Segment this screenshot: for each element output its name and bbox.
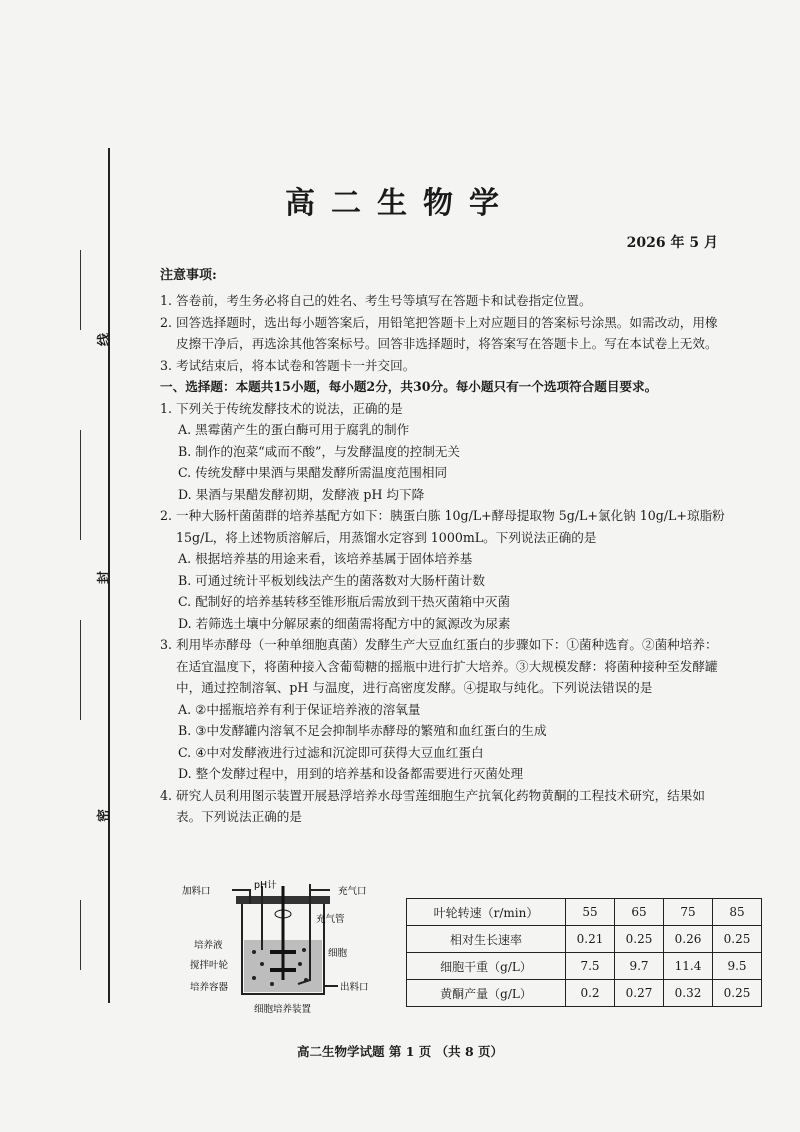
table-cell: 55: [566, 899, 615, 926]
question-option: A. 黑霉菌产生的蛋白酶可用于腐乳的制作: [178, 422, 410, 437]
binding-seal-char: 封: [97, 570, 113, 585]
impeller-blade: [270, 968, 296, 972]
label-gas-tube: 充气管: [316, 914, 345, 925]
table-cell: 65: [615, 899, 664, 926]
question-option: C. 配制好的培养基转移至锥形瓶后需放到干热灭菌箱中灭菌: [178, 594, 511, 609]
table-cell: 0.25: [713, 980, 762, 1007]
notice-item: 2. 回答选择题时，选出每小题答案后，用铅笔把答题卡上对应题目的答案标号涂黑。如需改动，用橡皮擦干净后，再选涂其他答案标号。回答非选择题时，将答案写在答题卡上。写在本试卷上无效。: [160, 314, 718, 351]
notice-item: 1. 答卷前，考生务必将自己的姓名、考生号等填写在答题卡和试卷指定位置。: [160, 293, 592, 308]
row-label: 叶轮转速（r/min）: [407, 899, 566, 926]
row-label: 黄酮产量（g/L）: [407, 980, 566, 1007]
table-cell: 0.26: [664, 926, 713, 953]
table-cell: 75: [664, 899, 713, 926]
cell-culture-apparatus-diagram: [180, 880, 395, 1020]
label-ph: pH计: [254, 880, 277, 891]
table-cell: 0.2: [566, 980, 615, 1007]
section-title: 一、选择题：本题共15小题，每小题2分，共30分。每小题只有一个选项符合题目要求。: [160, 379, 658, 394]
table-cell: 0.25: [615, 926, 664, 953]
table-cell: 0.27: [615, 980, 664, 1007]
table-cell: 9.7: [615, 953, 664, 980]
cell-dot: [252, 950, 256, 954]
binding-dense-char: 密: [97, 808, 113, 823]
question-stem: 1. 下列关于传统发酵技术的说法，正确的是: [160, 400, 403, 416]
table-cell: 85: [713, 899, 762, 926]
label-outlet: 出料口: [340, 982, 369, 993]
results-table: [406, 898, 762, 1007]
cell-dot: [302, 948, 306, 952]
question-option: D. 若筛选土壤中分解尿素的细菌需将配方中的氮源改为尿素: [178, 615, 511, 631]
table-cell: 0.32: [664, 980, 713, 1007]
class-field-line: [80, 620, 81, 720]
exam-date: 2026 年 5 月: [626, 235, 718, 251]
page-title: 高二生物学: [285, 186, 515, 221]
cell-dot: [252, 976, 256, 980]
question-option: A. ②中摇瓶培养有利于保证培养液的溶氧量: [178, 701, 421, 717]
table-row: [407, 953, 762, 980]
label-medium: 培养液: [194, 940, 223, 951]
label-feed: 加料口: [182, 886, 211, 897]
table-cell: 9.5: [713, 953, 762, 980]
notice-item: 3. 考试结束后，将本试卷和答题卡一并交回。: [160, 357, 416, 373]
question-option: A. 根据培养基的用途来看，该培养基属于固体培养基: [178, 551, 473, 566]
page-footer: 高二生物学试题 第 1 页 （共 8 页）: [296, 1044, 503, 1059]
apparatus-caption: 细胞培养装置: [254, 1004, 312, 1015]
impeller-blade: [270, 950, 296, 954]
question-option: B. ③中发酵罐内溶氧不足会抑制毕赤酵母的繁殖和血红蛋白的生成: [178, 723, 547, 738]
table-row: [407, 980, 762, 1007]
question-stem: 3. 利用毕赤酵母（一种单细胞真菌）发酵生产大豆血红蛋白的步骤如下：①菌种选育。②菌种培养：在适宜温度下，将菌种接入含葡萄糖的摇瓶中进行扩大培养。③大规模发酵：将菌种接种至发酵罐中，通过控制溶氧、pH 与温度，进行高密度发酵。④提取与纯化。下列说法错误的是: [160, 637, 718, 695]
notice-heading: 注意事项:: [160, 268, 217, 283]
binding-line-char: 线: [97, 332, 113, 347]
question-stem: 4. 研究人员利用图示装置开展悬浮培养水母雪莲细胞生产抗氧化药物黄酮的工程技术研究，结果如表。下列说法正确的是: [160, 787, 705, 824]
id-field-line: [80, 430, 81, 540]
cell-dot: [270, 982, 274, 986]
cell-dot: [260, 962, 264, 966]
question-stem: 2. 一种大肠杆菌菌群的培养基配方如下：胰蛋白胨 10g/L+酵母提取物 5g/L+氯化钠 10g/L+琼脂粉 15g/L，将上述物质溶解后，用蒸馏水定容到 1000mL。下列说法正确的是: [160, 508, 725, 545]
label-gas-in: 充气口: [338, 886, 367, 897]
table-cell: 7.5: [566, 953, 615, 980]
question-option: C. ④中对发酵液进行过滤和沉淀即可获得大豆血红蛋白: [178, 744, 484, 760]
question-option: C. 传统发酵中果酒与果醋发酵所需温度范围相同: [178, 465, 448, 480]
table-cell: 0.25: [713, 926, 762, 953]
name-field-line: [80, 250, 81, 330]
label-container: 培养容器: [190, 982, 229, 993]
table-cell: 0.21: [566, 926, 615, 953]
question-option: D. 整个发酵过程中，用到的培养基和设备都需要进行灭菌处理: [178, 766, 524, 781]
table-cell: 11.4: [664, 953, 713, 980]
cell-dot: [304, 978, 308, 982]
cell-dot: [298, 962, 302, 966]
row-label: 相对生长速率: [407, 926, 566, 953]
table-row: [407, 899, 762, 926]
question-option: D. 果酒与果醋发酵初期，发酵液 pH 均下降: [178, 486, 425, 502]
label-cells: 细胞: [328, 948, 348, 959]
question-option: B. 制作的泡菜“咸而不酸”，与发酵温度的控制无关: [178, 443, 461, 459]
label-impeller: 搅拌叶轮: [190, 960, 229, 971]
school-field-line: [80, 900, 81, 970]
exam-content: [160, 290, 730, 828]
table-row: [407, 926, 762, 953]
row-label: 细胞干重（g/L）: [407, 953, 566, 980]
question-option: B. 可通过统计平板划线法产生的菌落数对大肠杆菌计数: [178, 572, 485, 588]
